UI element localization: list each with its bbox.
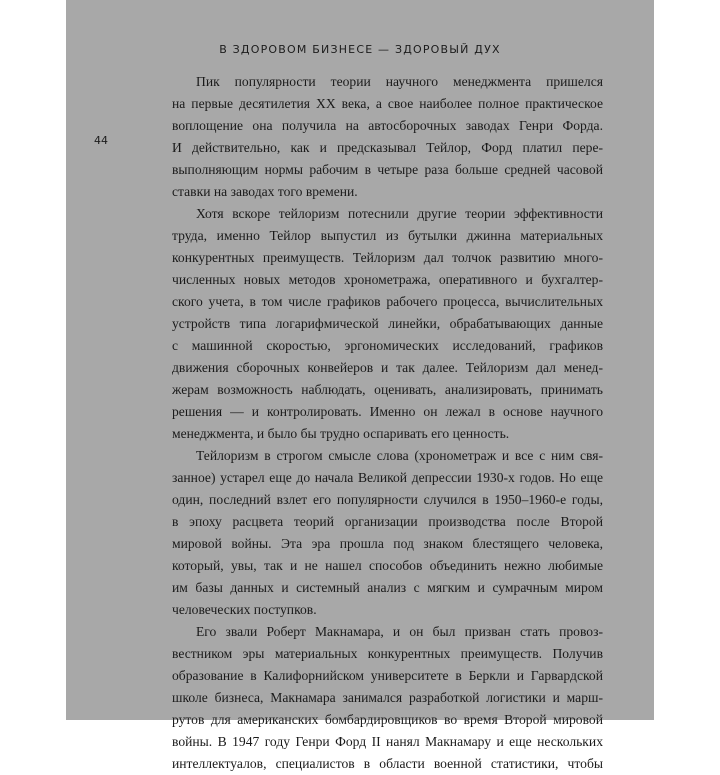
text-line: жерам возможность наблюдать, оценивать, анализировать, принимать xyxy=(172,382,603,397)
text-line: Пик популярности теории научного менеджмента пришелся xyxy=(196,74,603,89)
text-line: войны. В 1947 году Генри Форд II нанял Макнамару и еще нескольких xyxy=(172,734,603,749)
text-line: им базы данных и системный анализ с мягким и сумрачным миром xyxy=(172,580,603,595)
text-line: И действительно, как и предсказывал Тейлор, Форд платил пере- xyxy=(172,140,603,155)
text-line: труда, именно Тейлор выпустил из бутылки джинна материальных xyxy=(172,228,603,243)
text-line: ставки на заводах того времени. xyxy=(172,184,358,199)
text-line: конкурентных преимуществ. Тейлоризм дал толчок развитию много- xyxy=(172,250,603,265)
text-line: школе бизнеса, Макнамара занимался разработкой логистики и марш- xyxy=(172,690,603,705)
text-line: рутов для американских бомбардировщиков во время Второй мировой xyxy=(172,712,603,727)
text-line: Тейлоризм в строгом смысле слова (хронометраж и все с ним свя- xyxy=(196,448,603,463)
text-line: человеческих поступков. xyxy=(172,602,317,617)
paragraph xyxy=(172,203,603,445)
paragraph xyxy=(172,71,603,203)
text-line: вестником эры материальных конкурентных преимуществ. Получив xyxy=(172,646,603,661)
text-line: Хотя вскоре тейлоризм потеснили другие теории эффективности xyxy=(196,206,603,221)
text-line: мировой войны. Эта эра прошла под знаком блестящего человека, xyxy=(172,536,603,551)
text-line: образование в Калифорнийском университете в Беркли и Гарвардской xyxy=(172,668,603,683)
text-line: выполняющим нормы рабочим в четыре раза больше средней часовой xyxy=(172,162,603,177)
text-line: который, увы, так и не нашел способов объединить нежно любимые xyxy=(172,558,603,573)
paragraph xyxy=(172,445,603,621)
text-line: в эпоху расцвета теорий организации производства после Второй xyxy=(172,514,603,529)
text-line: интеллектуалов, специалистов в области военной статистики, чтобы xyxy=(172,756,603,771)
text-line: менеджмента, и было бы трудно оспаривать его ценность. xyxy=(172,426,510,441)
book-page xyxy=(66,0,654,771)
paragraph xyxy=(172,621,603,775)
text-line: Его звали Роберт Макнамара, и он был призван стать провоз- xyxy=(196,624,603,639)
text-line: устройств типа логарифмической линейки, обрабатывающих данные xyxy=(172,316,603,331)
text-line: на первые десятилетия XX века, а свое наиболее полное практическое xyxy=(172,96,603,111)
text-line: воплощение она получила на автосборочных заводах Генри Форда. xyxy=(172,118,603,133)
text-line: с машинной скоростью, эргономических исследований, графиков xyxy=(172,338,603,353)
running-head: В ЗДОРОВОМ БИЗНЕСЕ — ЗДОРОВЫЙ ДУХ xyxy=(219,43,501,56)
text-line: численных новых методов хронометража, оперативного и бухгалтер- xyxy=(172,272,603,287)
text-line: один, последний взлет его популярности случился в 1950–1960-е годы, xyxy=(172,492,603,507)
text-line: занное) устарел еще до начала Великой депрессии 1930-х годов. Но еще xyxy=(172,470,603,485)
text-line: решения — и контролировать. Именно он лежал в основе научного xyxy=(172,404,603,419)
body-text xyxy=(172,71,603,775)
text-line: движения сборочных конвейеров и так далее. Тейлоризм дал менед- xyxy=(172,360,603,375)
page-number: 44 xyxy=(94,134,108,147)
text-line: ского учета, в том числе графиков рабочего процесса, вычислительных xyxy=(172,294,603,309)
